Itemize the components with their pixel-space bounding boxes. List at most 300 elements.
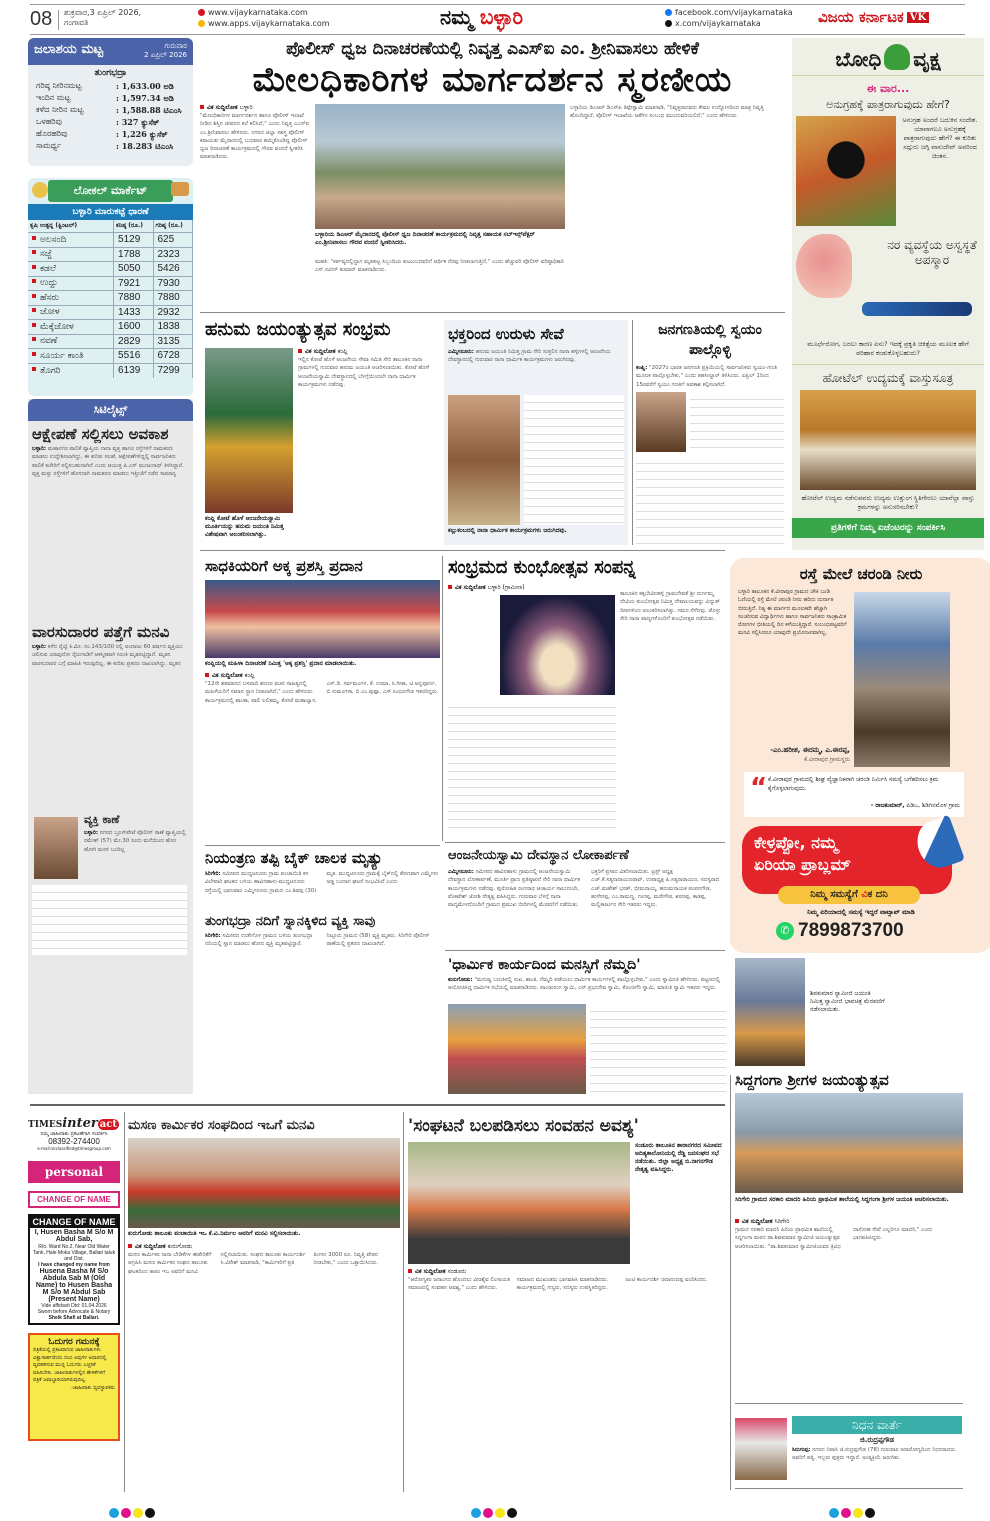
- divider: [403, 1112, 404, 1492]
- dateline: ಬಳ್ಳಾರಿ:: [32, 446, 47, 452]
- bullet-icon: [298, 349, 302, 353]
- reservoir-label: ಹೊರಹರಿವು: [36, 129, 68, 138]
- product-name: ಮೆಕ್ಕೆಜೋಳ: [40, 321, 74, 332]
- bullet-icon: [32, 308, 36, 312]
- bodhi-title: [792, 38, 984, 71]
- lead-body-1: "ಮೇಲಧಿಕಾರಿಗಳ ಮಾರ್ಗದರ್ಶನ ಹಾಗೂ ಪೊಲೀಸ್ ಇಲಾಖೆ ನೀಡಿದ ಶಿಸ್ತಿನ ಜೀವನದ ಕಲೆ ಕಲಿಸಿದೆ," ಎಂದು ನಿವೃತ್ತ ಎಎಸ್‌ಐ ಎಂ.ಶ್ರೀನಿವಾಸಲು ಹೇಳಿದರು. ನಗರದ ಜಿಲ್ಲಾ ಸಶಸ್ತ್ರ ಪೊಲೀಸ್ ಕವಾಯತು ಮೈದಾನದಲ್ಲಿ ಬುಧವಾರ ಹಮ್ಮಿಕೊಂಡಿದ್ದ ಪೊಲೀಸ್ ಧ್ವಜ ದಿನಾಚರಣೆ ಕಾರ್ಯಕ್ರಮದಲ್ಲಿ ಗೌರವ ವಂದನೆ ಸ್ವೀಕರಿಸಿ ಮಾತನಾಡಿದರು.: [200, 113, 310, 161]
- product-name: ಉದ್ದು: [40, 278, 58, 289]
- bullet-icon: [32, 265, 36, 269]
- divider: [200, 312, 785, 313]
- brain-illustration: [796, 234, 852, 298]
- facebook-text: facebook.com/vijaykarnataka: [675, 8, 793, 17]
- divider: [442, 556, 443, 841]
- market-product: [28, 363, 114, 378]
- market-max-price: 6728: [153, 349, 193, 364]
- lead-body-2: ಮಹತಿ: "ಕರ್ತವ್ಯದಲ್ಲಿದ್ದಾಗ ಮೃತಪಟ್ಟ ಸಿಬ್ಬಂದಿಯ ಕುಟುಂಬದವರಿಗೆ ಆರ್ಥಿಕ ನೆರವು ನೀಡಲಾಗುತ್ತಿದೆ," ಎಂದು ಹೆಚ್ಚುವರಿ ಪೊಲೀಸ್ ವರಿಷ್ಠಾಧಿಕಾರಿ ಎಸ್.ನವೀನ್ ಕುಮಾರ್ ಮಾತನಾಡಿದರು.: [315, 259, 564, 274]
- census-text-continued: [690, 392, 784, 452]
- police-parade-photo: [315, 104, 565, 229]
- meeting-photo: [408, 1142, 630, 1264]
- memorandum-photo: [128, 1138, 400, 1228]
- urulu-caption: ಕಲ್ಲುಕಂಬದಲ್ಲಿ ನಾನಾ ಧಾರ್ಮಿಕ ಕಾರ್ಯಕ್ರಮಗಳು ಜರುಗಿದವು.: [448, 527, 567, 534]
- bodhi-art: [796, 116, 896, 226]
- vk-voice-tag: [778, 886, 920, 904]
- market-col-max: ಗರಿಷ್ಠ (ರೂ.): [153, 220, 193, 233]
- notice-line-6: Sworn before Advocate & Notary: [37, 1309, 111, 1315]
- missing-person-body: [80, 829, 190, 884]
- bread-icon: [171, 182, 189, 196]
- missing-person-more-text: [32, 885, 187, 955]
- registration-marks: [470, 1503, 518, 1521]
- bullet-icon: [32, 294, 36, 298]
- masana-byline: [128, 1243, 400, 1251]
- product-name: ನವಣೆ: [40, 336, 58, 347]
- census-row: [636, 392, 784, 452]
- yellow-mark: [853, 1508, 863, 1518]
- bodhi-vruksha-panel: [792, 38, 984, 550]
- reservoir-rows: [28, 80, 193, 152]
- body-text: "2027ರ ಭಾರತ ಜನಗಣತಿ ಪ್ರಕ್ರಿಯೆಯಲ್ಲಿ ಸಾರ್ವಜನಿಕರು ಸ್ವಯಂ-ಗಣತಿ ಮೂಲಕ ಪಾಲ್ಗೊಳ್ಳಬೇಕು," ಎಂದು ತಹಸೀಲ್ದಾರ್ ತಿಳಿಸಿದರು. ಏಪ್ರಿಲ್ 1ರಿಂದ 15ರವರೆಗೆ ಸ್ವಯಂ ಗಣತಿಗೆ ಅವಕಾಶ ಕಲ್ಪಿಸಲಾಗಿದೆ.: [636, 365, 777, 388]
- bullet-icon: [205, 673, 209, 677]
- reservoir-label: ಸಾಮರ್ಥ್ಯ: [36, 141, 62, 150]
- market-max-price: 625: [153, 233, 193, 248]
- health-headline: ನರ ವ್ಯವಸ್ಥೆಯ ಅಸ್ವಸ್ಥತೆ ಅಪಸ್ಮಾರ: [887, 238, 977, 267]
- urulu-photo-row: [444, 393, 628, 527]
- urulu-headline: ಭಕ್ತರಿಂದ ಉರುಳು ಸೇವೆ: [448, 325, 564, 343]
- banner-line-1: ಕೇಳ್ರಪ್ಪೋ, ನಮ್ಮ: [754, 833, 838, 852]
- reservoir-row: [28, 116, 193, 128]
- tag-part-c: ಕ ದನಿ: [867, 889, 888, 900]
- notice-line-2: R/o. Ward No.2, Near Old Water Tank, Hale Moka Village, Ballari taluk and Dist.: [32, 1244, 116, 1262]
- divider: [445, 842, 725, 843]
- complainant-names: -ಎಂ.ಹರೀಶ, ಈರಮ್ಮ, ಎ.ಈರಪ್ಪ,: [770, 746, 850, 754]
- dateline: ಎಮ್ಮಿಗನೂರು:: [448, 869, 474, 875]
- globe-icon: [198, 9, 205, 16]
- registration-marks: [108, 1503, 156, 1521]
- reservoir-label: ಕಳೆದ ನೀರಿನ ಮಟ್ಟ: [36, 105, 84, 114]
- market-product: [28, 349, 114, 364]
- bullet-icon: [32, 250, 36, 254]
- bullet-icon: [735, 1219, 739, 1223]
- product-name: ಅಲಸಂದಿ: [40, 234, 67, 245]
- sanghatane-body: "ಆರೋಗ್ಯಕರ ಜನಾಂಗದ ಹೊಂದಲು ವೀರಶೈವ ಲಿಂಗಾಯತ ಸಮಾಜದಲ್ಲಿ ಸಂವಹನ ಅವಶ್ಯ," ಎಂದು ಹೇಳಿದರು. ಸಮಾಜದ ಮುಖಂಡರು ಭಾಗವಹಿಸಿ ಮಾತನಾಡಿದರು. ಕಾರ್ಯಕ್ರಮದಲ್ಲಿ ಗಣ್ಯರು, ಸದಸ್ಯರು ಉಪಸ್ಥಿತರಿದ್ದರು. ಜಂಟಿ ಕಾರ್ಯದರ್ಶಿ ಚಿದಾನಂದಪ್ಪ ವಂದಿಸಿದರು.: [408, 1277, 708, 1292]
- lead-photo-caption: ಬಳ್ಳಾರಿಯ ಡಿಎಆರ್ ಮೈದಾನದಲ್ಲಿ ಪೊಲೀಸ್ ಧ್ವಜ ದಿನಾಚರಣೆ ಕಾರ್ಯಕ್ರಮದಲ್ಲಿ ನಿವೃತ್ತ ಸಹಾಯಕ ಸಬ್‌ಇನ್ಸ್‌ಪೆಕ್ಟರ್ ಎಂ.ಶ್ರೀನಿವಾಸಲು ಗೌರವ ವಂದನೆ ಸ್ವೀಕರಿಸಿದರು.: [315, 231, 535, 246]
- market-product: [28, 262, 114, 277]
- product-name: ಸಜ್ಜೆ: [40, 249, 52, 260]
- obituary-title: ನಿಧನ ವಾರ್ತೆ: [792, 1416, 962, 1434]
- market-header: [28, 178, 193, 204]
- bodhi-title-a: ಬೋಧಿ: [835, 47, 882, 71]
- product-name: ಹೆಸರು: [40, 292, 59, 303]
- divider: [30, 1104, 725, 1106]
- masana-body: ಮಸಣ ಕಾರ್ಮಿಕರ ನಾನಾ ಬೇಡಿಕೆಗಳ ಈಡೇರಿಕೆಗೆ ಆಗ್ರಹಿಸಿ ಮಸಣ ಕಾರ್ಮಿಕರ ಸಂಘದ ತಾಲೂಕು ಘಟಕದಿಂದ ತಾಪಂ ಇಒ ಅವರಿಗೆ ಮನವಿ ಸಲ್ಲಿಸಲಾಯಿತು. ಸಂಘದ ತಾಲೂಕು ಕಾರ್ಯದರ್ಶಿ ಸಿ.ವಿರೇಶ್ ಮಾತನಾಡಿ, "ಕಾರ್ಮಿಕರಿಗೆ ಪ್ರತಿ ತಿಂಗಳು 3000 ರೂ. ನಿವೃತ್ತಿ ವೇತನ ನೀಡಬೇಕು," ಎಂದು ಒತ್ತಾಯಿಸಿದರು.: [128, 1252, 379, 1275]
- market-row: [28, 349, 193, 364]
- quote-text: ಕೆ.ವೀರಾಪುರ ಗ್ರಾಮದಲ್ಲಿ ಶೀಘ್ರ ವ್ಯೆಜ್ಞಾನಿಕವಾಗಿ ಚರಂಡಿ ನಿರ್ಮಿಸಿ ಸಮಸ್ಯೆ ಬಗೆಹರಿಸಲು ಕ್ರಮ ಕೈಗೊಳ್ಳಲಾಗುವುದು.: [768, 776, 939, 792]
- reservoir-date-text: 2 ಏಪ್ರಿಲ್ 2026: [144, 51, 187, 59]
- body-text: "ಮನುಷ್ಯ ಬದುಕಿನಲ್ಲಿ ಸುಖ, ಶಾಂತಿ, ನೆಮ್ಮದಿ ಪಡೆಯಲು ಧಾರ್ಮಿಕ ಕಾರ್ಯಗಳಲ್ಲಿ ಪಾಲ್ಗೊಳ್ಳಬೇಕು," ಎಂದು ಸ್ವಾಮೀಜಿ ಹೇಳಿದರು. ಪಟ್ಟಣದಲ್ಲಿ ಆಯೋಜಿಸಿದ್ದ ಧಾರ್ಮಿಕ ಸಭೆಯಲ್ಲಿ ಮಾತನಾಡಿದರು. ಪಾಂಡುರಂಗ ಸ್ವಾಮಿ, ಎಸ್.ಪ್ರಭುದೇವ ಸ್ವಾಮಿ, ಕೊಂಚಿಗೆರಿ ಸ್ವಾಮಿ, ಮಾರುತಿ ಸ್ವಾಮಿ ಇತರರು ಇದ್ದರು.: [448, 977, 720, 992]
- bullet-icon: [32, 337, 36, 341]
- dharmika-body-top: [448, 976, 726, 1002]
- personal-category: personal: [28, 1161, 120, 1183]
- akka-story: [205, 672, 440, 840]
- market-max-price: 7930: [153, 276, 193, 291]
- divider: [730, 1075, 731, 1490]
- bullet-icon: [448, 585, 452, 589]
- anjaneya-body: [448, 868, 726, 946]
- grains-icon: [32, 182, 48, 198]
- product-name: ಜೋಳ: [40, 307, 60, 318]
- market-row: [28, 262, 193, 277]
- tree-icon: [884, 44, 910, 70]
- body-text: ಸಮೀಪದ ಹಾವಿನಹಾಳು ಗ್ರಾಮದಲ್ಲಿ ಆಂಜನೇಯಸ್ವಾಮಿ ದೇವಸ್ಥಾನ ಲೋಕಾರ್ಪಣೆ, ಮೂರ್ತಿ ಪ್ರಾಣ ಪ್ರತಿಷ್ಠಾಪನೆ ಸೇರಿ ನಾನಾ ಧಾರ್ಮಿಕ ಕಾರ್ಯಕ್ರಮಗಳು ನಡೆದವು. ಪುರೋಹಿತ ರಂಗನಾಥ ಆಚಾರ್ಯ ಸಾಲುಗುಂದಿ, ವೆಂಕಟೇಶ್ ಜೋಶಿ ನೇತೃತ್ವ ವಹಿಸಿದ್ದರು. ಗುರುವಾರ ಬೆಳಗ್ಗೆ ನಾನಾ ವಾದ್ಯಮೇಳದೊಂದಿಗೆ ಗ್ರಾಮದ ಪ್ರಮುಖ ಬೀದಿಗಳಲ್ಲಿ ಮೆರವಣಿಗೆ ನಡೆಯಿತು. ಭಕ್ತರಿಗೆ ಪ್ರಸಾದ ವಿತರಿಸಲಾಯಿತು. ಟ್ರಸ್ಟ್ ಅಧ್ಯಕ್ಷ ಎಚ್.ಕೆ.ಸತ್ಯನಾರಾಯಣರಾವ್, ಉಪಾಧ್ಯಕ್ಷ ಪಿ.ಸತ್ಯನಾರಾಯಣ, ಸದಸ್ಯರಾದ ಎಚ್.ಮಹೇಶ್ ಭರತ್, ಭೀಮನಾಯ್ಕ, ಹನುಮನಾಯಕ ಪಂಪನಗೌಡ, ಹುಸೇನಪ್ಪ, ಎಂ.ರಾಮಣ್ಣ, ಗಂಗಪ್ಪ, ಮರೇಗೌಡ, ಶರಣಪ್ಪ, ಕಾಡಪ್ಪ, ಮಲ್ಲಿಕಾರ್ಜುನ ಸೇರಿ ಇತರರು ಇದ್ದರು.: [448, 869, 720, 909]
- hanuma-headline: ಹನುಮ ಜಯಂತ್ಯುತ್ಸವ ಸಂಭ್ರಮ: [205, 319, 391, 340]
- tag-part-b: ವಿ: [861, 889, 868, 900]
- siddaganga-byline: [735, 1218, 963, 1226]
- lead-headline: ಮೇಲಧಿಕಾರಿಗಳ ಮಾರ್ಗದರ್ಶನ ಸ್ಮರಣೀಯ: [252, 60, 733, 100]
- social-links: [665, 7, 793, 29]
- market-product: [28, 305, 114, 320]
- change-of-name-category: CHANGE OF NAME: [28, 1191, 120, 1208]
- byline-place: ಸಂಡೂರು: [447, 1268, 467, 1275]
- reservoir-label: ಗರಿಷ್ಠ ನೀರಿನಮಟ್ಟ: [36, 81, 82, 90]
- market-product: [28, 247, 114, 262]
- apps-icon: [198, 20, 205, 27]
- issue-date: [64, 8, 174, 28]
- reservoir-label: ಒಳಹರಿವು: [36, 117, 63, 126]
- akka-byline: [205, 672, 440, 680]
- logo-part-c: act: [99, 1119, 117, 1130]
- story-objection-headline: ಆಕ್ಷೇಪಣೆ ಸಲ್ಲಿಸಲು ಅವಕಾಶ: [32, 425, 169, 443]
- page-number: 08: [30, 8, 53, 30]
- body-text: ಮಹಾನಗರ ಪಾಲಿಕೆ ವ್ಯಾಪ್ತಿಯ ನಾನಾ ವೃತ್ತ ಹಾಗೂ ರಸ್ತೆಗಳಿಗೆ ನಾಮಕರಣ ಮಾಡಲು ಉದ್ದೇಶಿಸಲಾಗಿದ್ದು, ಈ ಕುರಿತು ಸಲಹೆ, ಆಕ್ಷೇಪಣೆಗಳಿದ್ದಲ್ಲಿ ಸಾರ್ವಜನಿಕರು ಪಾಲಿಕೆ ಕಚೇರಿಗೆ ಸಲ್ಲಿಸಬಹುದಾಗಿದೆ ಎಂದು ಆಯುಕ್ತ ಪಿ.ಎಸ್ ಮಂಜುನಾಥ್ ತಿಳಿಸಿದ್ದಾರೆ. ವೃತ್ತ ಮತ್ತು ರಸ್ತೆಗಳಿಗೆ ಹೊಸದಾಗಿ ನಾಮಕರಣ ಮಾಡಲು ಇತ್ತೀಚೆಗೆ ನಡೆದ ಸಾಮಾನ್ಯ: [32, 446, 184, 477]
- classifieds-column: [28, 1116, 120, 1441]
- market-table-header: [28, 220, 193, 233]
- urulu-body: [444, 348, 628, 393]
- lead-kicker: ಪೊಲೀಸ್ ಧ್ವಜ ದಿನಾಚರಣೆಯಲ್ಲಿ ನಿವೃತ್ತ ಎಎಸ್‌ಐ ಎಂ. ಶ್ರೀನಿವಾಸಲು ಹೇಳಿಕೆ: [286, 39, 699, 59]
- market-max-price: 7299: [153, 363, 193, 378]
- brand-logo: [818, 8, 929, 26]
- apps-link[interactable]: [198, 18, 330, 29]
- website-text: www.vijaykarnataka.com: [208, 8, 308, 17]
- reservoir-value: : 1,588.88 ಟಿಎಂಸಿ: [116, 105, 182, 115]
- divider: [445, 950, 725, 951]
- siddaganga-headline: ಸಿದ್ದಗಂಗಾ ಶ್ರೀಗಳ ಜಯಂತ್ಯುತ್ಸವ: [735, 1071, 889, 1089]
- byline-place: ಬಳ್ಳಾರಿ (ಗ್ರಾಮೀಣ): [487, 584, 525, 591]
- official-photo: [636, 392, 686, 452]
- byline-text: ವಿಕ ಸುದ್ದಿಲೋಕ: [742, 1218, 773, 1225]
- body-text: ಕಳೆದ ರೈಲ್ವೆ ಕಿ.ಮೀ. ನಂ.143/100 ರಲ್ಲಿ ಅಂದಾಜು 60 ವರ್ಷದ ವ್ಯಕ್ತಿಯು ಚಲಿಸುವ ಯಾವುದೋ ರೈಲುಗಾಡಿಗೆ ಆಕಸ್ಮಿಕವಾಗಿ ಸಿಲುಕಿ ಮೃತಪಟ್ಟಿದ್ದಾನೆ. ಮೃತನ ವಾರಸುದಾರರ ಬಗ್ಗೆ ಮಾಹಿತಿ ಇರುವುದಿಲ್ಲ, ಈ ಕುರಿತು ಪ್ರಕರಣ ದಾಖಲಾಗಿದ್ದು, ಮೃತನ: [32, 644, 183, 667]
- cyan-mark: [829, 1508, 839, 1518]
- apps-text: www.apps.vijaykarnataka.com: [208, 19, 330, 28]
- market-product: [28, 291, 114, 306]
- masthead: [440, 5, 523, 29]
- market-title: ಲೋಕಲ್ ಮಾರ್ಕೆಟ್: [48, 180, 173, 202]
- reservoir-level-box: [28, 38, 193, 166]
- siddaganga-body: ಗ್ರಾಮದ ಸರಕಾರಿ ಮಾದರಿ ಹಿರಿಯ ಪ್ರಾಥಮಿಕ ಶಾಲೆಯಲ್ಲಿ ಸಿದ್ದಗಂಗಾ ಮಠದ ಡಾ.ಶಿವಕುಮಾರ ಸ್ವಾಮೀಜಿ ಜಯಂತ್ಯುತ್ಸವ ಆಚರಿಸಲಾಯಿತು. "ಡಾ.ಶಿವಕುಮಾರ ಸ್ವಾಮೀಜಿಯವರ ತ್ರಿವಿಧ ದಾಸೋಹ ಸೇವೆ ಎಲ್ಲರಿಗೂ ಮಾದರಿ," ಎಂದು ಭಾಗವಹಿಸಿದ್ದರು.: [735, 1227, 933, 1250]
- reservoir-row: [28, 80, 193, 92]
- website-link[interactable]: [198, 7, 330, 18]
- market-min-price: 5050: [114, 262, 153, 277]
- market-row: [28, 247, 193, 262]
- dateline: ಎಮ್ಮಿಗನೂರು:: [448, 349, 474, 355]
- masana-story: [128, 1243, 400, 1486]
- bodhi-question: ಅನುಗ್ರಹಕ್ಕೆ ಪಾತ್ರರಾಗುವುದು ಹೇಗೆ?: [826, 98, 950, 111]
- market-row: [28, 276, 193, 291]
- market-product: [28, 233, 114, 248]
- reservoir-value: : 1,226 ಕ್ಯುಸೆಕ್: [116, 129, 168, 139]
- dateline: ಸಿರಿಗೇರಿ:: [205, 933, 221, 939]
- bullet-icon: [128, 1244, 132, 1248]
- bullet-icon: [408, 1269, 412, 1273]
- notice-line-3: I have changed my name from: [38, 1262, 110, 1268]
- tag-part-a: ನಿಮ್ಮ ಸಮಸ್ಯೆಗೆ: [810, 889, 862, 900]
- award-ceremony-photo: [205, 580, 440, 658]
- byline-place: ಕಂಪ್ಲಿ: [337, 348, 348, 355]
- date-text: ಶುಕ್ರವಾರ,3 ಏಪ್ರಿಲ್ 2026,: [64, 8, 142, 17]
- market-row: [28, 363, 193, 378]
- byline-place: ಸಿರಿಗೇರಿ: [774, 1218, 790, 1225]
- dam-name: ತುಂಗಭದ್ರಾ: [94, 68, 127, 78]
- whatsapp-icon: ✆: [776, 922, 794, 940]
- byline-text: ವಿಕ ಸುದ್ದಿಲೋಕ: [415, 1268, 446, 1275]
- dateline: ಬಳ್ಳಾರಿ:: [32, 644, 47, 650]
- yellow-mark: [495, 1508, 505, 1518]
- reservoir-value: : 1,633.00 ಅಡಿ: [116, 81, 174, 91]
- organization-headline: 'ಸಂಘಟನೆ ಬಲಪಡಿಸಲು ಸಂವಹನ ಅವಶ್ಯ': [408, 1116, 639, 1136]
- header-bottom-rule: [30, 34, 965, 35]
- lead-byline: [200, 104, 310, 112]
- citylights-title: ಸಿಟಿಲೈಟ್ಸ್: [28, 399, 193, 421]
- dateline: ಕಂಪ್ಲಿ:: [636, 365, 648, 371]
- market-product: [28, 276, 114, 291]
- header-separator: [58, 10, 59, 30]
- lead-story-header: [200, 38, 785, 100]
- brand-badge: VK: [907, 12, 929, 23]
- bodhi-teaser: [792, 112, 984, 230]
- readers-notice-text: ಪತ್ರಿಕೆಯಲ್ಲಿ ಪ್ರಕಟವಾಗುವ ಜಾಹೀರಾತುಗಳು ವಿಶ್ವಾಸಾರ್ಹವೆಂದು ನಂಬಿ ಅವುಗಳ ಆಧಾರದಲ್ಲಿ ವ್ಯವಹರಿಸುವ ಮುನ್ನ ಓದುಗರು ಎಚ್ಚರಿಕೆ ವಹಿಸಬೇಕು. ಜಾಹೀರಾತುಗಳಲ್ಲಿನ ಹೇಳಿಕೆಗಳಿಗೆ ಪತ್ರಿಕೆ ಜವಾಬ್ದಾರಿಯಾಗಿರುವುದಿಲ್ಲ.: [33, 1347, 107, 1383]
- bullet-icon: [32, 236, 36, 240]
- sanghatane-byline: [408, 1268, 728, 1276]
- religious-event-photo: [448, 1004, 586, 1094]
- x-icon: [665, 20, 672, 27]
- akka-award-headline: ಸಾಧಕಿಯರಿಗೆ ಅಕ್ಕ ಪ್ರಶಸ್ತಿ ಪ್ರದಾನ: [205, 557, 363, 575]
- market-min-price: 1600: [114, 320, 153, 335]
- market-subtitle: ಬಳ್ಳಾರಿ ಮಾರುಕಟ್ಟೆ ಧಾರಣೆ: [28, 204, 193, 220]
- market-max-price: 2323: [153, 247, 193, 262]
- divider: [200, 550, 725, 551]
- divider: [124, 1112, 125, 1492]
- market-row: [28, 305, 193, 320]
- byline-place: ಕಂಪ್ಲಿ: [244, 672, 255, 679]
- divider: [205, 845, 440, 846]
- market-table: [28, 220, 193, 378]
- market-row: [28, 291, 193, 306]
- notice-line-7: Sheik Shafi at Ballari.: [48, 1315, 100, 1321]
- temple-lights-photo: [500, 595, 615, 695]
- reservoir-date: [144, 42, 187, 61]
- quote-icon: “: [750, 773, 768, 803]
- x-link[interactable]: [665, 18, 793, 29]
- magenta-mark: [483, 1508, 493, 1518]
- quote-author: - ರಾಜಕುಮಾರ್,: [870, 802, 905, 809]
- lead-col-1: [200, 104, 310, 309]
- bullet-icon: [32, 279, 36, 283]
- byline-text: ವಿಕ ಸುದ್ದಿಲೋಕ: [455, 584, 486, 591]
- hanuma-byline: [298, 348, 440, 356]
- kumbha-text-continued: [448, 700, 616, 835]
- bodhi-title-b: ವೃಕ್ಷ: [913, 47, 941, 71]
- market-row: [28, 320, 193, 335]
- dateline: ಕುರುಗೋಡು:: [448, 977, 473, 983]
- market-row: [28, 233, 193, 248]
- magenta-mark: [841, 1508, 851, 1518]
- hanuman-idol-photo: [205, 348, 293, 513]
- drain-water-body: ಬಳ್ಳಾರಿ ತಾಲೂಕಿನ ಕೆ.ವೀರಾಪುರ ಗ್ರಾಮದ ಚೌಕಿ ಬಂಡಿ ಓಣಿಯಲ್ಲಿ ರಸ್ತೆ ಮೇಲೆ ಚರಂಡಿ ನೀರು ಹರಿದು ದುರ್ನಾತ ಬೀರುತ್ತಿದೆ. ನಿತ್ಯ ಈ ಮಾರ್ಗದ ಮೂಲಕವೇ ಹೆಚ್ಚಾಗಿ ಸಂಚರಿಸುವ ವಿದ್ಯಾರ್ಥಿಗಳು ಹಾಗೂ ಸಾರ್ವಜನಿಕರು ಸಾಂಕ್ರಾಮಿಕ ರೋಗಗಳ ಭೀತಿಯಲ್ಲಿ ದಿನ ಕಳೆಯುತ್ತಿದ್ದಾರೆ. ಸಂಬಂಧಪಟ್ಟವರಿಗೆ ಮನವಿ ಸಲ್ಲಿಸಿದರೂ ಯಾವುದೇ ಪ್ರಯೋಜನವಾಗಿಲ್ಲ.: [738, 589, 847, 637]
- readers-notice-sign: -ಜಾಹೀರಾತು ವ್ಯವಸ್ಥಾಪಕರು: [71, 1384, 115, 1391]
- market-max-price: 3135: [153, 334, 193, 349]
- market-col-min: ಕನಿಷ್ಠ (ರೂ.): [114, 220, 153, 233]
- vastu-text: ಹೋಟೆಲ್ ಉದ್ಯಮ ನಡೆಸುವವರು ಉದ್ಯಮ ಉತ್ತುಂಗ ಸ್ಥಿತಿಗೇರಲು ಯಾವೆಲ್ಲಾ ವಾಸ್ತು ಕ್ರಮಗಳನ್ನು ಅನುಸರಿಸಬೇಕು?: [801, 494, 975, 511]
- divider: [735, 1403, 963, 1404]
- market-min-price: 7880: [114, 291, 153, 306]
- deity-photo: [448, 395, 520, 525]
- market-min-price: 5129: [114, 233, 153, 248]
- divider: [632, 320, 633, 545]
- notice-line-4: Husena Basha M S/o Abdula Sab M (Old Name) to Husen Basha M S/o M Abdul Sab (Present Name): [35, 1268, 113, 1303]
- siddaganga-caption: ಸಿರಿಗೇರಿ ಗ್ರಾಮದ ಸರಕಾರಿ ಮಾದರಿ ಹಿರಿಯ ಪ್ರಾಥಮಿಕ ಶಾಲೆಯಲ್ಲಿ ಸಿದ್ದಗಂಗಾ ಶ್ರೀಗಳ ಜಯಂತಿ ಆಚರಿಸಲಾಯಿತು.: [735, 1196, 949, 1203]
- market-max-price: 7880: [153, 291, 193, 306]
- dateline: ಸಿರುಗುಪ್ಪ:: [792, 1447, 811, 1453]
- hanuma-caption: ಕಂಪ್ಲಿ ಕೋಟೆ ಹೊಳೆ ಆಂಜನೇಯಸ್ವಾಮಿ ಮೂರ್ತಿಯನ್ನು ಹನುಮ ಜಯಂತಿ ನಿಮಿತ್ತ ವಿಶೇಷವಾಗಿ ಅಲಂಕರಿಸಲಾಗಿತ್ತು.: [205, 515, 284, 538]
- product-name: ಸೂರ್ಯ ಕಾಂತಿ: [40, 350, 84, 361]
- market-min-price: 5516: [114, 349, 153, 364]
- classifieds-email: e-mail:vkclassified@timesgroup.com: [37, 1146, 111, 1151]
- obituary-body: [792, 1446, 962, 1480]
- edition-city: ಗಂಗಾವತಿ: [64, 18, 89, 27]
- body-text: ಹನುಮ ಜಯಂತಿ ನಿಮಿತ್ತ ಗ್ರಾಮ ಸೇರಿ ಸುತ್ತಲಿನ ನಾನಾ ಹಳ್ಳಿಗಳಲ್ಲಿ ಆಂಜನೇಯ ದೇವಸ್ಥಾನದಲ್ಲಿ ಗುರುವಾರ ನಾನಾ ಧಾರ್ಮಿಕ ಕಾರ್ಯಕ್ರಮಗಳು ಜರುಗಿದವು.: [448, 349, 611, 364]
- local-market-box: [28, 178, 193, 396]
- bike-accident-headline: ನಿಯಂತ್ರಣ ತಪ್ಪಿ ಬೈಕ್ ಚಾಲಕ ಮೃತ್ಯು: [205, 849, 383, 867]
- citylights-column: [28, 399, 193, 1094]
- market-min-price: 2829: [114, 334, 153, 349]
- kumbha-body: ತಾಲೂಕಿನ ಕಕ್ಕಬೇವಿನಹಳ್ಳಿ ಗ್ರಾಮದೇವತೆ ಶ್ರೀ ದುರ್ಗಮ್ಮ ದೇವಿಯ ಕುಂಭೋತ್ಸವ ನಿಮಿತ್ತ ದೇವಾಲಯವನ್ನು ವಿದ್ಯುತ್ ದೀಪಗಳಿಂದ ಅಲಂಕರಿಸಲಾಗಿತ್ತು. ಗಮನ ಸೆಳೆದವು. ಡೊಳ್ಳು ಸೇರಿ ನಾನಾ ವಾದ್ಯಗಳೊಂದಿಗೆ ಕುಂಭೋತ್ಸವ ನಡೆಯಿತು.: [620, 591, 721, 622]
- dharmika-text-continued: [590, 1004, 726, 1094]
- obituary-photo: [735, 1418, 787, 1480]
- missing-person-headline: ವ್ಯಕ್ತಿ ಕಾಣೆ: [84, 813, 120, 826]
- procession-photo: [735, 958, 805, 1066]
- market-min-price: 7921: [114, 276, 153, 291]
- obituary-name: ಜಿ.ರುದ್ರಪ್ಪಗೌಡ: [860, 1436, 894, 1444]
- quote-role: ಪಿಡಿಒ, ಶಿಡಿಗಿನಮೊಳ ಗ್ರಾಮ: [906, 802, 960, 809]
- sanghatane-caption: ಸಂಡೂರು ತಾಲೂಕಿನ ತಾರಾನಗರದ ಸಮೀಪದ ಆದಿತ್ಯಕಾಲೋನಿಯಲ್ಲಿ ರೆಡ್ಡಿ ಜನಸಂಘದ ಸಭೆ ನಡೆಯಿತು. ಜಿಲ್ಲಾ ಅಧ್ಯಕ್ಷ ಬಿ.ನಾಗನಗೌಡ ನೇತೃತ್ವ ವಹಿಸಿದ್ದರು.: [635, 1142, 722, 1173]
- crematorium-workers-headline: ಮಸಣ ಕಾರ್ಮಿಕರ ಸಂಘದಿಂದ ಇಒಗೆ ಮನವಿ: [128, 1118, 315, 1133]
- urulu-seve-story: [444, 320, 628, 545]
- divider: [792, 75, 984, 76]
- dateline: ಸಿರಿಗೇರಿ:: [205, 871, 221, 877]
- procession-caption: ಶಿವಕುಮಾರ ಸ್ವಾಮೀಜಿ ಜಯಂತಿ ನಿಮಿತ್ತ ಸ್ವಾಮೀಜಿ ಭಾವಚಿತ್ರ ಮೆರವಣಿಗೆ ನಡೆಸಲಾಯಿತು.: [810, 990, 885, 1013]
- divider: [735, 1488, 963, 1489]
- reservoir-value: : 1,597.34 ಅಡಿ: [116, 93, 174, 103]
- market-max-price: 1838: [153, 320, 193, 335]
- contact-agent-banner[interactable]: ಪ್ರತಿಗಳಿಗೆ ನಿಮ್ಮ ಏಜೆಂಟರನ್ನು ಸಂಪರ್ಕಿಸಿ: [792, 518, 984, 538]
- notice-line-1: I, Husen Basha M S/o M Abdul Sab,: [34, 1229, 114, 1243]
- vastu-headline: ಹೋಟೆಲ್ ಉದ್ಯಮಕ್ಕೆ ವಾಸ್ತುಸೂತ್ರ: [822, 371, 954, 385]
- registration-marks: [828, 1503, 876, 1521]
- byline-place: ಬಳ್ಳಾರಿ: [239, 104, 253, 111]
- dharmika-headline: 'ಧಾರ್ಮಿಕ ಕಾರ್ಯದಿಂದ ಮನಸ್ಸಿಗೆ ನೆಮ್ಮದಿ': [448, 957, 641, 973]
- cyan-mark: [471, 1508, 481, 1518]
- market-max-price: 5426: [153, 262, 193, 277]
- whatsapp-number: 7899873700: [798, 920, 904, 941]
- story-heirs-body: [28, 643, 193, 801]
- facebook-link[interactable]: [665, 7, 793, 18]
- bike-body: [205, 870, 440, 906]
- whatsapp-contact[interactable]: [776, 920, 956, 942]
- byline-text: ವಿಕ ಸುದ್ದಿಲೋಕ: [207, 104, 238, 111]
- market-min-price: 1433: [114, 305, 153, 320]
- masthead-part-a: ನಮ್ಮ: [440, 5, 480, 29]
- siddaganga-story: [735, 1218, 963, 1396]
- siddaganga-event-photo: [735, 1093, 963, 1193]
- masthead-part-b: ಬಳ್ಳಾರಿ: [479, 5, 524, 29]
- complainant-place: ಕೆ.ವೀರಾಪುರ ಗ್ರಾಮಸ್ಥರು: [804, 756, 850, 763]
- brand-text: ವಿಜಯ ಕರ್ನಾಟಕ: [818, 8, 904, 26]
- market-min-price: 1788: [114, 247, 153, 262]
- reservoir-day: ಗುರುವಾರ: [164, 42, 187, 50]
- classifieds-phone: 08392-274400: [48, 1137, 100, 1146]
- black-mark: [145, 1508, 155, 1518]
- notice-title: CHANGE OF NAME: [30, 1216, 118, 1228]
- market-product: [28, 334, 114, 349]
- masana-caption: ಕುರುಗೋಡು ತಾಲೂಕು ಪಂಚಾಯಿತಿ ಇಒ ಕೆ.ವಿ.ನಿರ್ಮಲ ಅವರಿಗೆ ಮನವಿ ಸಲ್ಲಿಸಲಾಯಿತು.: [128, 1230, 301, 1237]
- web-links: [198, 7, 330, 29]
- facebook-icon: [665, 9, 672, 16]
- reservoir-row: [28, 104, 193, 116]
- health-feature: [792, 230, 984, 340]
- bullet-icon: [32, 352, 36, 356]
- readers-notice-title: ಓದುಗರ ಗಮನಕ್ಕೆ: [48, 1337, 100, 1347]
- byline-text: ವಿಕ ಸುದ್ದಿಲೋಕ: [305, 348, 336, 355]
- this-week-label: ಈ ವಾರ...: [866, 82, 910, 95]
- banner-line-2: ಏರಿಯಾ ಪ್ರಾಬ್ಲಮ್: [754, 855, 851, 874]
- bodhi-teaser-text: ಅನುಗ್ರಹ ಅಂದರೆ ಬದುಕಿನ ಸಂದೇಶ. ಯಾವಾಗಲೂ ಅನುಗ್ರಹಕ್ಕೆ ಪಾತ್ರರಾಗುವುದು ಹೇಗೆ? ಈ ಕುರಿತು ಸದ್ಗುರು ಜಗ್ಗಿ ವಾಸುದೇವ್ ಅವರಿಂದ ಚಿಂತನ.: [902, 116, 978, 160]
- times-interact-logo: [28, 1116, 120, 1131]
- classifieds-tagline: ನಿಮ್ಮ ಜಾಹೀರಾತು ಪ್ರಕಟಣೆಗಾಗಿ ಸಂಪರ್ಕಿಸಿ: [40, 1131, 108, 1137]
- reservoir-row: [28, 92, 193, 104]
- body-text: ನಗರದ ನಿವಾಸಿ ಜಿ.ರುದ್ರಪ್ಪಗೌಡ (78) ಗುರುವಾರ ಅನಾರೋಗ್ಯದಿಂದ ನಿಧನರಾದರು. ಅವರಿಗೆ ಪತ್ನಿ, ಇಬ್ಬರು ಪುತ್ರರು ಇದ್ದಾರೆ. ಅಂತ್ಯಕ್ರಿಯೆ ಜರುಗಿತು.: [792, 1447, 957, 1462]
- reservoir-header: [28, 38, 193, 65]
- x-text: x.com/vijaykarnataka: [675, 19, 761, 28]
- black-mark: [507, 1508, 517, 1518]
- product-name: ಕಡಲೆ: [40, 263, 56, 274]
- census-story: [636, 320, 784, 545]
- hanuma-body: ಇಲ್ಲಿನ ಕೋಟೆ ಹೊಳೆ ಆಂಜನೇಯ ಸೇವಾ ಸಮಿತಿ ಸೇರಿ ತಾಲೂಕಿನ ನಾನಾ ಗ್ರಾಮಗಳಲ್ಲಿ ಗುರುವಾರ ಹನುಮ ಜಯಂತಿ ಆಚರಿಸಲಾಯಿತು. ಕೋಟೆ ಹೊಳೆ ಆಂಜನೇಯಸ್ವಾಮಿ ದೇವಸ್ಥಾನದಲ್ಲಿ ಬೆಳಗ್ಗೆಯಿಂದಲೇ ನಾನಾ ಧಾರ್ಮಿಕ ಕಾರ್ಯಕ್ರಮಗಳು ನಡೆದವು.: [298, 357, 429, 388]
- notice-line-5: Vide affidavit Dtd: 01.04.2026: [41, 1303, 107, 1309]
- reservoir-title: ಜಲಾಶಯ ಮಟ್ಟ: [34, 42, 104, 57]
- byline-place: ಕುರುಗೋಡು: [167, 1243, 193, 1250]
- kumbha-byline: [448, 584, 525, 592]
- missing-person-story: [28, 813, 193, 963]
- reservoir-value: : 327 ಕ್ಯುಸೆಕ್: [116, 117, 160, 127]
- bullet-icon: [200, 105, 204, 109]
- whatsapp-instruction: ನಿಮ್ಮ ಏರಿಯಾದಲ್ಲಿ ಸಮಸ್ಯೆ ಇದ್ದರೆ ವಾಟ್ಸಾಪ್ ಮಾಡಿ: [807, 908, 915, 916]
- body-text: ಸಮೀಪದ ಉಡೇಗೊಳ ಗ್ರಾಮದ ಬಳಿಯ ತುಂಗಭದ್ರಾ ನದಿಯಲ್ಲಿ ಸ್ನಾನ ಮಾಡಲು ಹೋದ ವ್ಯಕ್ತಿ ಮೃತಪಟ್ಟಿದ್ದಾರೆ. ನಿಟ್ಟೂರು ಗ್ರಾಮದ (58) ವ್ಯಕ್ತಿ ಮೃತರು. ಸಿರಿಗೇರಿ ಪೊಲೀಸ್ ಠಾಣೆಯಲ್ಲಿ ಪ್ರಕರಣ ದಾಖಲಾಗಿದೆ.: [205, 933, 430, 948]
- official-quote: [744, 772, 964, 817]
- logo-part-a: TIMES: [28, 1120, 63, 1130]
- kumbhotsava-headline: ಸಂಭ್ರಮದ ಕುಂಭೋತ್ಸವ ಸಂಪನ್ನ: [448, 557, 636, 578]
- census-body: [636, 364, 784, 392]
- hotel-photo: [800, 390, 976, 490]
- lead-body-3: ಬಳ್ಳಾರಿಯ ಡಿಎಆರ್ ಡಿಎಸ್‌ಪಿ ತಿಪ್ಪೇಸ್ವಾಮಿ ಮಾತನಾಡಿ, "ನಿವೃತ್ತರಾದವರು ಕೇವಲ ಉದ್ಯೋಗದಿಂದ ಮಾತ್ರ ನಿವೃತ್ತಿ ಹೊಂದಿದ್ದಾರೆ, ಪೊಲೀಸ್ ಇಲಾಖೆಯ ಜತೆಗಿನ ಸಂಬಂಧ ಮುಂದುವರಿಯಲಿದೆ," ಎಂದು ಹೇಳಿದರು.: [570, 105, 764, 120]
